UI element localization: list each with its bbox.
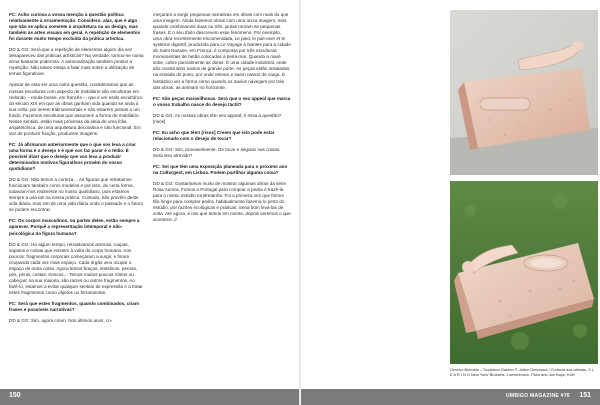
paragraph: DD & GG: Gostaríamos muito de mostrar algumas obras da série Rosa Aurora. Fomos a Portugal para comprar a pedra e trazê-la para o nosso estúdio na Bretanha. Foi a primeira vez que fomos tão longe para comprar pedra, habitualmente fazemo-lo perto do estúdio, por razões ecológicas e práticas. Seria bom levá-las de volta. Até agora, é isto que temos em mente, depois veremos o que acontece. // [153,181,291,223]
paragraph: FC: Eu acho que têm! [risos] Creem que isto pode estar relacionado com o desejo de tocar? [153,129,275,141]
spine-gutter [299,0,301,405]
page-footer [0,389,300,405]
stone-sculpture-with-leg-photo [450,10,598,175]
photo-caption: Genevc Bramble – Sculpture Garden © Julien Greenand / Cortesia dos artistas, C L E A R I N G New York/ Brussels, Loevenbruck, Paris and Jan Kaps, Köln [450,367,595,377]
magazine-name: UMBIGO MAGAZINE #76 [505,393,570,399]
paragraph: FC: Já afirmaram anteriormente que o que vos leva a criar uma forma é o desejo e é que vos faz parar é o tédio. É possível dizer que o desejo que vos leva a produzir determinados motivos figurativos provém do vosso quotidiano? [9,141,136,172]
paragraph: DD & GG: As nossas obras têm sex appeal, é essa a questão? [risos] [153,112,282,124]
paragraph: DD & GG: Sim, provavelmente. De tocar e segurar nas coisas. Será isso atrevido? [153,146,281,158]
paragraph: DD & GG: Sim, agora criam. Nos últimos anos, co- [9,318,113,324]
paragraph: DD & GG: Há algum tempo, retratávamos animais, roupas, sapatos e coisas que existem à volta do corpo humano. Aos poucos, fragmentos corporais começaram a surgir, e foram ocupando cada vez mais espaço. Cada órgão veio ocupar o espaço de outra coisa. Agora temos braços, intestinos, pernas, pés, pénis, costas, troncos… Temos muitos poucos rostos ou cabeças; na sua maioria, são raizes ou outros fragmentos. Ao fazê-lo, estamos a evitar qualquer sentido de expressão e a tratar estes fragmentos como objetos ou ferramentas. [9,241,143,295]
page-footer [300,389,600,405]
page-number: 150 [9,392,21,399]
paragraph: FC: Sei que têm uma exposição planeada para o próximo ano na Culturgest, em Lisboa. Podem partilhar alguma coisa? [153,163,288,176]
paragraph: FC: São peças maravilhosas. Será que o sex appeal que marca o vosso trabalho nasce do desejo táctil? [153,95,291,107]
paragraph: FC: Acho curiosa a vossa menção à questão política relativamente à ornamentação. Considero, alás, que é algo que não se aplica somente à arquitetura ou ao design, mas também às artes visuais em geral. A repetição de elementos foi durante muito tempo excluída da prática artística. [9,12,141,42]
paragraph: DD & GG: Será que a repetição de elementos algum dia vez desapareceu das práticas artísticas? Na verdade, tornou-se numa arma bastante poderosa. A automatização também produz a repetição. Não talvez esteja a falar mais sobre a utilização de temas figurativos. [9,47,144,77]
paragraph: FC: Será que estes fragmentos, quando combinados, criam frases e possíveis narrativas? [9,300,139,313]
page-number: 151 [579,392,591,399]
text-column-1 [9,12,144,329]
right-page [300,0,600,405]
paragraph: Apesar de esta ser uma outra questão, consideramos que as nossas esculturas com aspecto de mobiliário são esculturas em redondo – ronde-bosse, em francês –, que é um estilo escultórico do século XIX em que as obras ganham vida quando se anda à sua volta, por serem tridimensionais e não estarem presas a um fundo. Fazemos esculturas que assumem a forma de mobiliário. Nesse sentido, estão mais próximas da ideia de uma folia arquitetónica, de uma arquitetura decorativa e não funcional. Em vez de produzir função, produzem imagens. [9,82,143,136]
paragraph: FC: Os corpos masculinos, ou partes deles, estão sempre a aparecer. Porquê a representação intemporal e não-psicológica da figura humana? [9,218,140,236]
text-column-2 [153,12,291,228]
paragraph: DD & GG: Não temos a certeza… As figuras que retratamos funcionam também como modelos e por isso, de certa forma, todavam-nos realmente no nosso quotidiano, pois estamos sempre a usá-las na nossa prática. Contudo, não provêm deste vida diária, mas sim de uma vida diária onde o passado e o futuro se podem encontrar. [9,177,144,213]
paragraph: meçaram a surgir pequenas narrativas em obras com mais do que uma imagem. Ainda fazemos obras com uma única imagem, mas quando combinamos duas ou três, juntas tornam-se pequenas frases. É o seu título descrevem esse fenómeno. Por exemplo, uma obra recentemente encomendada, Le pied, le puit-over et le système digestif, produzida para Le Voyage à Nantes para a cidade de Saint Nazaire, em França, é composta por três esculturas monumentais de betão colocadas à beira-mar. Quando a maré sobe, cobre parcialmente as obras. É uma cidade industrial, onde são construídos navios de grande porte. As peças estão instaladas na entrada do porto, por onde entram e saem navios de carga. É fantástico ver a forma como quando os navios navegam por trás das obras, as animam no horizonte. [153,12,291,90]
stone-sculpture-on-grass-photo [450,181,598,364]
